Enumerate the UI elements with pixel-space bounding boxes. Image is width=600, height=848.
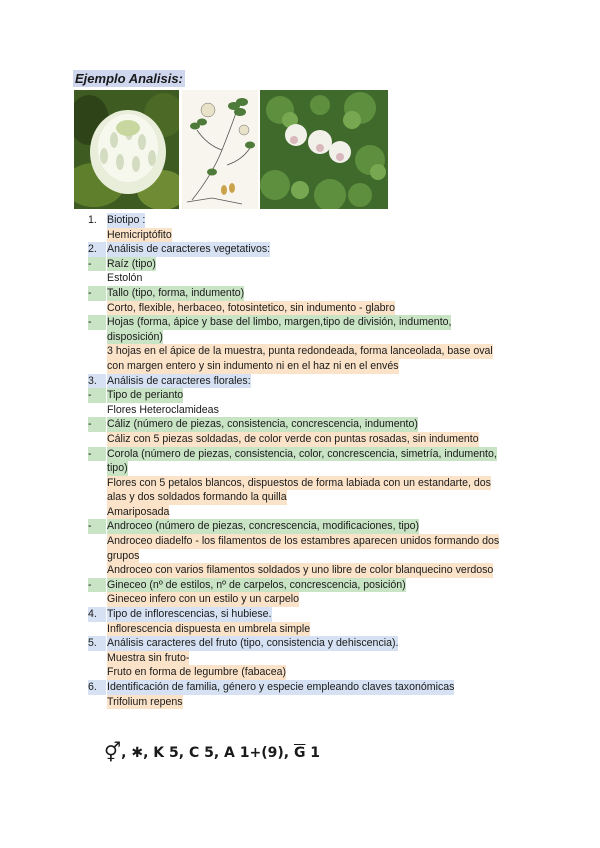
answer-raiz: Estolón (107, 272, 143, 285)
answer-biotipo: Hemicriptófito (107, 228, 172, 241)
subitem-hojas-cont: disposición) (107, 330, 163, 343)
photo-botanical-illustration (182, 90, 258, 209)
answer-inflorescencia: Inflorescencia dispuesta en umbrela simple (107, 622, 311, 635)
actinomorphic-icon: ✱ (131, 745, 144, 761)
subitem-perianto: - Tipo de perianto (88, 389, 184, 402)
subitem-raiz: - Raíz (tipo) (88, 257, 156, 270)
answer-androceo-2: grupos (107, 549, 140, 562)
answer-corola-2: alas y dos soldados formando la quilla (107, 491, 287, 504)
answer-tallo: Corto, flexible, herbaceo, fotosintetico, sin indumento - glabro (107, 301, 395, 314)
answer-androceo-3: Androceo con varios filamentos soldados y uno libre de color blanquecino verdoso (107, 564, 494, 577)
answer-species: Trifolium repens (107, 695, 183, 708)
page-title: Ejemplo Analisis: (75, 71, 183, 86)
item-6-heading: 6. Identificación de familia, género y especie empleando claves taxonómicas (88, 681, 455, 693)
item-1-heading: 1. Biotipo : (88, 214, 146, 226)
subitem-caliz: - Cáliz (número de piezas, consistencia, concrescencia, indumento) (88, 418, 418, 431)
subitem-corola: - Corola (número de piezas, consistencia, color, concrescencia, simetría, indumento, (88, 447, 497, 460)
subitem-hojas: - Hojas (forma, ápice y base del limbo, margen,tipo de división, indumento, (88, 316, 452, 329)
item-3-heading: 3. Análisis de caracteres florales: (88, 374, 251, 387)
answer-hojas-2: con margen entero y sin indumento ni en el haz ni en el envés (107, 359, 399, 372)
answer-corola-1: Flores con 5 petalos blancos, dispuestos de forma labiada con un estandarte, dos (107, 476, 491, 489)
photo-clover-plant (260, 90, 388, 209)
hermaphrodite-icon: ⚥ (104, 742, 122, 764)
subitem-corola-cont: tipo) (107, 462, 128, 475)
item-5-heading: 5. Análisis caracteres del fruto (tipo, consistencia y dehiscencia). (88, 637, 399, 650)
answer-fruto-1: Muestra sin fruto- (107, 651, 190, 664)
item-2-heading: 2. Análisis de caracteres vegetativos: (88, 243, 271, 256)
photo-clover-flower (74, 90, 179, 209)
answer-hojas-1: 3 hojas en el ápice de la muestra, punta redondeada, forma lanceolada, base oval (107, 345, 493, 358)
clover-flower-image (74, 90, 179, 209)
answer-corola-3: Amariposada (107, 505, 170, 518)
inferior-ovary-symbol: $\overline{G}$ (293, 745, 306, 761)
item-4-heading: 4. Tipo de inflorescencias, si hubiese. (88, 608, 272, 621)
answer-perianto: Flores Heteroclamideas (107, 403, 219, 416)
answer-fruto-2: Fruto en forma de legumbre (fabacea) (107, 666, 287, 679)
answer-androceo-1: Androceo diadelfo - los filamentos de los estambres aparecen unidos formando dos (107, 535, 500, 548)
answer-gineceo: Gineceo infero con un estilo y un carpelo (107, 593, 299, 606)
subitem-tallo: - Tallo (tipo, forma, indumento) (88, 286, 245, 299)
subitem-gineceo: - Gineceo (nº de estilos, nº de carpelos, concrescencia, posición) (88, 578, 406, 591)
clover-plant-image (260, 90, 388, 209)
analysis-list (88, 213, 528, 709)
answer-caliz: Cáliz con 5 piezas soldadas, de color verde con puntas rosadas, sin indumento (107, 432, 479, 445)
subitem-androceo: - Androceo (número de piezas, concrescencia, modificaciones, tipo) (88, 520, 420, 533)
botanical-illustration-image (182, 90, 258, 209)
floral-formula: ⚥, ✱, K 5, C 5, A 1+(9), $\overline{G}$ 1 (104, 742, 321, 764)
